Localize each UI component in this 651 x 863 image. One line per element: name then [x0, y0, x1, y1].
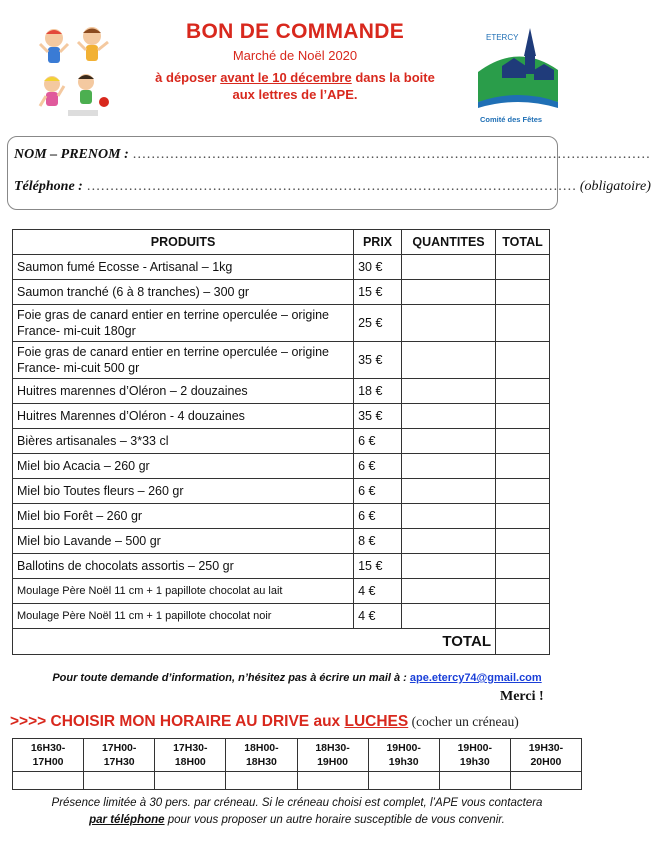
total-cell[interactable]	[495, 379, 549, 404]
quantity-cell[interactable]	[402, 429, 496, 454]
slot-checkbox-row	[13, 772, 582, 790]
slot-label	[226, 739, 297, 772]
total-cell[interactable]	[495, 404, 549, 429]
product-cell: Moulage Père Noël 11 cm + 1 papillote chocolat au lait	[13, 579, 354, 604]
price-cell: 6 €	[354, 504, 402, 529]
deposit-text-pre: à déposer	[155, 70, 221, 85]
table-row	[13, 429, 550, 454]
slot-start: 19H30-	[528, 742, 564, 754]
slot-end: 20H00	[530, 756, 562, 768]
total-row	[13, 629, 550, 655]
product-cell: Miel bio Lavande – 500 gr	[13, 529, 354, 554]
name-label: NOM – PRENOM :	[14, 147, 129, 162]
phone-label: Téléphone :	[14, 179, 83, 194]
quantity-cell[interactable]	[402, 604, 496, 629]
grand-total-label: TOTAL	[13, 629, 496, 655]
phone-required-note: (obligatoire)	[576, 179, 651, 194]
thanks-text: Merci !	[500, 689, 544, 704]
header-total: TOTAL	[495, 230, 549, 255]
capacity-note	[0, 795, 594, 829]
deposit-instructions	[120, 69, 470, 103]
total-cell[interactable]	[495, 342, 549, 379]
total-cell[interactable]	[495, 604, 549, 629]
name-line[interactable]	[14, 147, 650, 163]
deposit-text-line2: aux lettres de l’APE.	[232, 87, 358, 102]
total-cell[interactable]	[495, 255, 549, 280]
header-products: PRODUITS	[13, 230, 354, 255]
table-row	[13, 454, 550, 479]
quantity-cell[interactable]	[402, 579, 496, 604]
product-cell: Saumon fumé Ecosse - Artisanal – 1kg	[13, 255, 354, 280]
product-cell: Miel bio Forêt – 260 gr	[13, 504, 354, 529]
identity-box	[7, 136, 651, 210]
product-cell: Huitres marennes d’Oléron – 2 douzaines	[13, 379, 354, 404]
phone-dots: ……………………………………………………………………………………………	[82, 179, 577, 194]
phone-line[interactable]	[14, 179, 651, 195]
note-phone-emphasis: par téléphone	[89, 814, 165, 826]
order-table	[12, 229, 550, 655]
slot-start: 19H00-	[386, 742, 421, 754]
slot-labels-row	[13, 739, 582, 772]
slot-start: 17H00-	[101, 742, 137, 754]
slot-end: 19h30	[459, 756, 490, 768]
slot-end: 17H00	[32, 756, 64, 768]
table-row	[13, 280, 550, 305]
slot-checkbox-cell[interactable]	[510, 772, 581, 790]
total-cell[interactable]	[495, 479, 549, 504]
quantity-cell[interactable]	[402, 280, 496, 305]
contact-email-link[interactable]: ape.etercy74@gmail.com	[409, 672, 542, 684]
slot-end: 19h30	[388, 756, 419, 768]
total-cell[interactable]	[495, 579, 549, 604]
slot-end: 17H30	[103, 756, 135, 768]
table-row	[13, 342, 550, 379]
drive-arrows: >>>>	[10, 713, 51, 730]
quantity-cell[interactable]	[402, 255, 496, 280]
slot-checkbox-cell[interactable]	[297, 772, 368, 790]
name-dots: …………………………………………………………………………………………………	[128, 147, 651, 162]
table-row	[13, 529, 550, 554]
slot-checkbox-cell[interactable]	[13, 772, 84, 790]
drive-heading	[10, 713, 519, 731]
slot-end: 19H00	[317, 756, 349, 768]
product-cell: Miel bio Toutes fleurs – 260 gr	[13, 479, 354, 504]
quantity-cell[interactable]	[402, 454, 496, 479]
deposit-text-post: dans la boite	[351, 70, 435, 85]
total-cell[interactable]	[495, 305, 549, 342]
drive-text: CHOISIR MON HORAIRE AU DRIVE aux	[50, 713, 345, 730]
price-cell: 4 €	[354, 579, 402, 604]
table-row	[13, 504, 550, 529]
price-cell: 8 €	[354, 529, 402, 554]
slot-label	[439, 739, 510, 772]
table-row	[13, 379, 550, 404]
table-row	[13, 404, 550, 429]
table-row	[13, 305, 550, 342]
price-cell: 6 €	[354, 479, 402, 504]
slot-checkbox-cell[interactable]	[226, 772, 297, 790]
price-cell: 18 €	[354, 379, 402, 404]
table-row	[13, 554, 550, 579]
total-cell[interactable]	[495, 529, 549, 554]
product-cell: Foie gras de canard entier en terrine operculée – origine France- mi-cuit 500 gr	[13, 342, 354, 379]
logo-top-text: ETERCY	[486, 33, 519, 42]
table-header-row	[13, 230, 550, 255]
total-cell[interactable]	[495, 454, 549, 479]
slot-start: 18H00-	[244, 742, 279, 754]
time-slots-table	[12, 738, 582, 790]
grand-total-cell[interactable]	[495, 629, 549, 655]
total-cell[interactable]	[495, 554, 549, 579]
price-cell: 15 €	[354, 554, 402, 579]
slot-checkbox-cell[interactable]	[155, 772, 226, 790]
price-cell: 30 €	[354, 255, 402, 280]
product-cell: Ballotins de chocolats assortis – 250 gr	[13, 554, 354, 579]
product-cell: Huitres Marennes d’Oléron - 4 douzaines	[13, 404, 354, 429]
slot-end: 18H30	[245, 756, 277, 768]
title-block	[120, 20, 470, 103]
price-cell: 6 €	[354, 454, 402, 479]
logo-bottom-text: Comité des Fêtes	[480, 115, 543, 124]
quantity-cell[interactable]	[402, 504, 496, 529]
slot-label	[13, 739, 84, 772]
slot-checkbox-cell[interactable]	[368, 772, 439, 790]
total-cell[interactable]	[495, 504, 549, 529]
product-cell: Miel bio Acacia – 260 gr	[13, 454, 354, 479]
note-line2: pour vous proposer un autre horaire susceptible de vous convenir.	[164, 814, 505, 826]
slot-checkbox-cell[interactable]	[439, 772, 510, 790]
slot-start: 19H00-	[457, 742, 493, 754]
slot-label	[510, 739, 581, 772]
header-price: PRIX	[354, 230, 402, 255]
header-quantities: QUANTITES	[402, 230, 496, 255]
product-cell: Saumon tranché (6 à 8 tranches) – 300 gr	[13, 280, 354, 305]
slot-label	[297, 739, 368, 772]
drive-location: LUCHES	[344, 713, 409, 730]
slot-start: 17H30-	[173, 742, 208, 754]
slot-checkbox-cell[interactable]	[84, 772, 155, 790]
quantity-cell[interactable]	[402, 529, 496, 554]
price-cell: 4 €	[354, 604, 402, 629]
price-cell: 35 €	[354, 404, 402, 429]
page-title: BON DE COMMANDE	[186, 20, 404, 43]
price-cell: 25 €	[354, 305, 402, 342]
quantity-cell[interactable]	[402, 479, 496, 504]
deposit-deadline: avant le 10 décembre	[220, 70, 352, 85]
table-row	[13, 604, 550, 629]
product-cell: Moulage Père Noël 11 cm + 1 papillote chocolat noir	[13, 604, 354, 629]
page-subtitle: Marché de Noël 2020	[232, 48, 358, 63]
table-row	[13, 579, 550, 604]
quantity-cell[interactable]	[402, 404, 496, 429]
header	[0, 18, 594, 128]
slot-end: 18H00	[174, 756, 206, 768]
price-cell: 6 €	[354, 429, 402, 454]
drive-instruction: (cocher un créneau)	[408, 714, 519, 729]
slot-start: 18H30-	[315, 742, 350, 754]
comite-des-fetes-logo-icon	[472, 22, 564, 130]
price-cell: 35 €	[354, 342, 402, 379]
info-text	[0, 672, 594, 684]
slot-start: 16H30-	[30, 742, 66, 754]
slot-label	[155, 739, 226, 772]
children-illustration-icon	[38, 24, 116, 122]
quantity-cell[interactable]	[402, 305, 496, 342]
product-cell: Bières artisanales – 3*33 cl	[13, 429, 354, 454]
table-row	[13, 255, 550, 280]
total-cell[interactable]	[495, 429, 549, 454]
quantity-cell[interactable]	[402, 342, 496, 379]
product-cell: Foie gras de canard entier en terrine operculée – origine France- mi-cuit 180gr	[13, 305, 354, 342]
info-message: Pour toute demande d’information, n’hésitez pas à écrire un mail à :	[52, 672, 410, 684]
slot-label	[84, 739, 155, 772]
quantity-cell[interactable]	[402, 379, 496, 404]
price-cell: 15 €	[354, 280, 402, 305]
slot-label	[368, 739, 439, 772]
table-row	[13, 479, 550, 504]
total-cell[interactable]	[495, 280, 549, 305]
quantity-cell[interactable]	[402, 554, 496, 579]
note-line1: Présence limitée à 30 pers. par créneau. Si le créneau choisi est complet, l’APE vous contactera	[51, 797, 543, 809]
